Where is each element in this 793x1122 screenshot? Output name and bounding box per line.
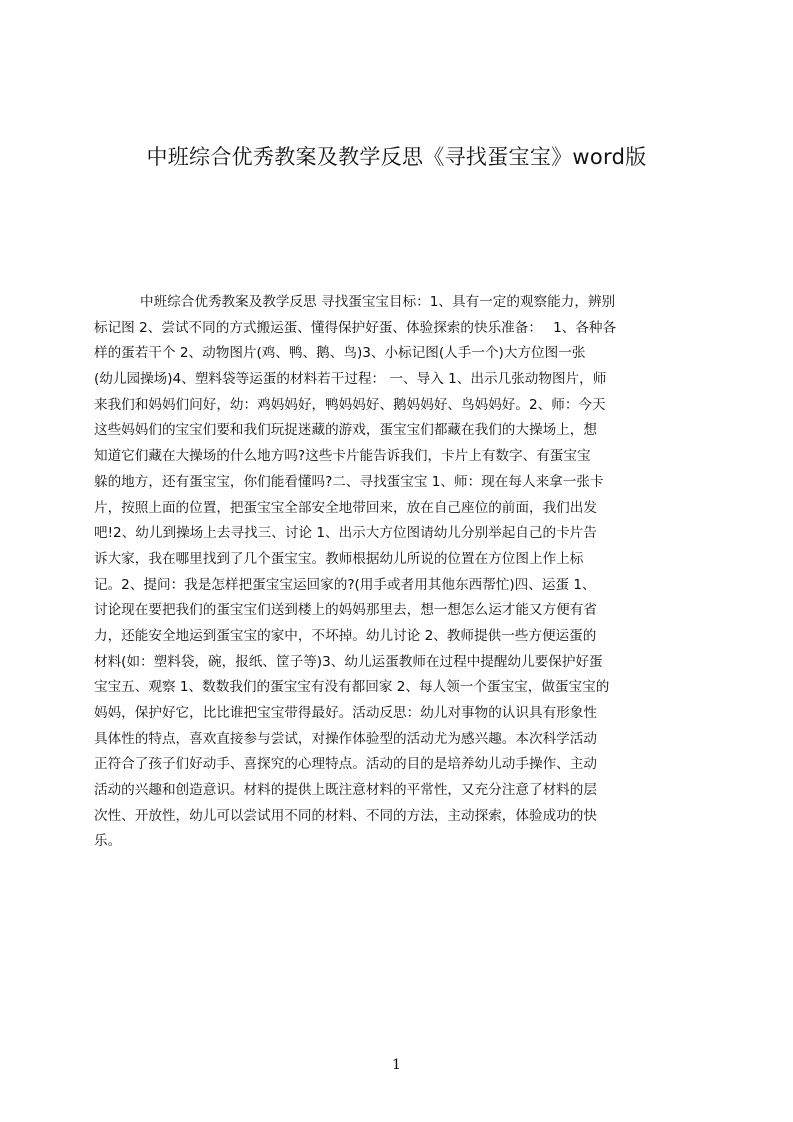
body-line: 妈妈，保护好它，比比谁把宝宝带得最好。活动反思：幼儿对事物的认识具有形象性 (94, 705, 597, 721)
document-body (94, 290, 698, 880)
body-line: 中班综合优秀教案及教学反思 寻找蛋宝宝目标：1、具有一定的观察能力，辨别 (140, 294, 616, 310)
body-line: 活动的兴趣和创造意识。材料的提供上既注意材料的平常性，又充分注意了材料的层 (94, 782, 597, 799)
body-line: 吧!2、幼儿到操场上去寻找三、讨论 1、出示大方位图请幼儿分别举起自己的卡片告 (94, 525, 597, 542)
body-line: 片，按照上面的位置，把蛋宝宝全部安全地带回来，放在自己座位的前面，我们出发 (94, 499, 597, 516)
body-line: 诉大家，我在哪里找到了几个蛋宝宝。教师根据幼儿所说的位置在方位图上作上标 (94, 550, 584, 567)
document-title: 中班综合优秀教案及教学反思《寻找蛋宝宝》word版 (146, 145, 647, 169)
body-line: 讨论现在要把我们的蛋宝宝们送到楼上的妈妈那里去，想一想怎么运才能又方便有省 (94, 602, 597, 619)
body-line: 标记图 2、尝试不同的方式搬运蛋、懂得保护好蛋、体验探索的快乐准备： 1、各种各 (94, 319, 617, 336)
body-line: 躲的地方，还有蛋宝宝，你们能看懂吗?二、寻找蛋宝宝 1、师：现在每人来拿一张卡 (94, 473, 604, 490)
page-number: 1 (392, 1057, 401, 1073)
body-line: 乐。 (94, 833, 122, 850)
body-line: 次性、开放性，幼儿可以尝试用不同的材料、不同的方法，主动探索，体验成功的快 (94, 807, 597, 824)
body-line: 正符合了孩子们好动手、喜探究的心理特点。活动的目的是培养幼儿动手操作、主动 (94, 756, 597, 773)
body-line: 具体性的特点，喜欢直接参与尝试，对操作体验型的活动尤为感兴趣。本次科学活动 (94, 730, 597, 747)
body-line: 记。2、提问：我是怎样把蛋宝宝运回家的?(用手或者用其他东西帮忙)四、运蛋 1、 (94, 576, 596, 593)
body-line: 宝宝五、观察 1、数数我们的蛋宝宝有没有都回家 2、每人领一个蛋宝宝，做蛋宝宝的 (94, 679, 610, 696)
body-line: 样的蛋若干个 2、动物图片(鸡、鸭、鹅、鸟)3、小标记图(人手一个)大方位图一张 (94, 345, 586, 362)
body-line: 力，还能安全地运到蛋宝宝的家中，不坏掉。幼儿讨论 2、教师提供一些方便运蛋的 (94, 627, 597, 644)
body-line: (幼儿园操场)4、塑料袋等运蛋的材料若干过程： 一、导入 1、出示几张动物图片，师 (94, 371, 607, 388)
body-line: 这些妈妈们的宝宝们要和我们玩捉迷藏的游戏，蛋宝宝们都藏在我们的大操场上，想 (94, 422, 597, 439)
body-line: 材料(如：塑料袋，碗，报纸、筐子等)3、幼儿运蛋教师在过程中提醒幼儿要保护好蛋 (94, 653, 603, 670)
body-line: 来我们和妈妈们问好，幼：鸡妈妈好，鸭妈妈好、鹅妈妈好、鸟妈妈好。2、师：今天 (94, 396, 606, 413)
body-line: 知道它们藏在大操场的什么地方吗?这些卡片能告诉我们，卡片上有数字、有蛋宝宝 (94, 448, 591, 465)
